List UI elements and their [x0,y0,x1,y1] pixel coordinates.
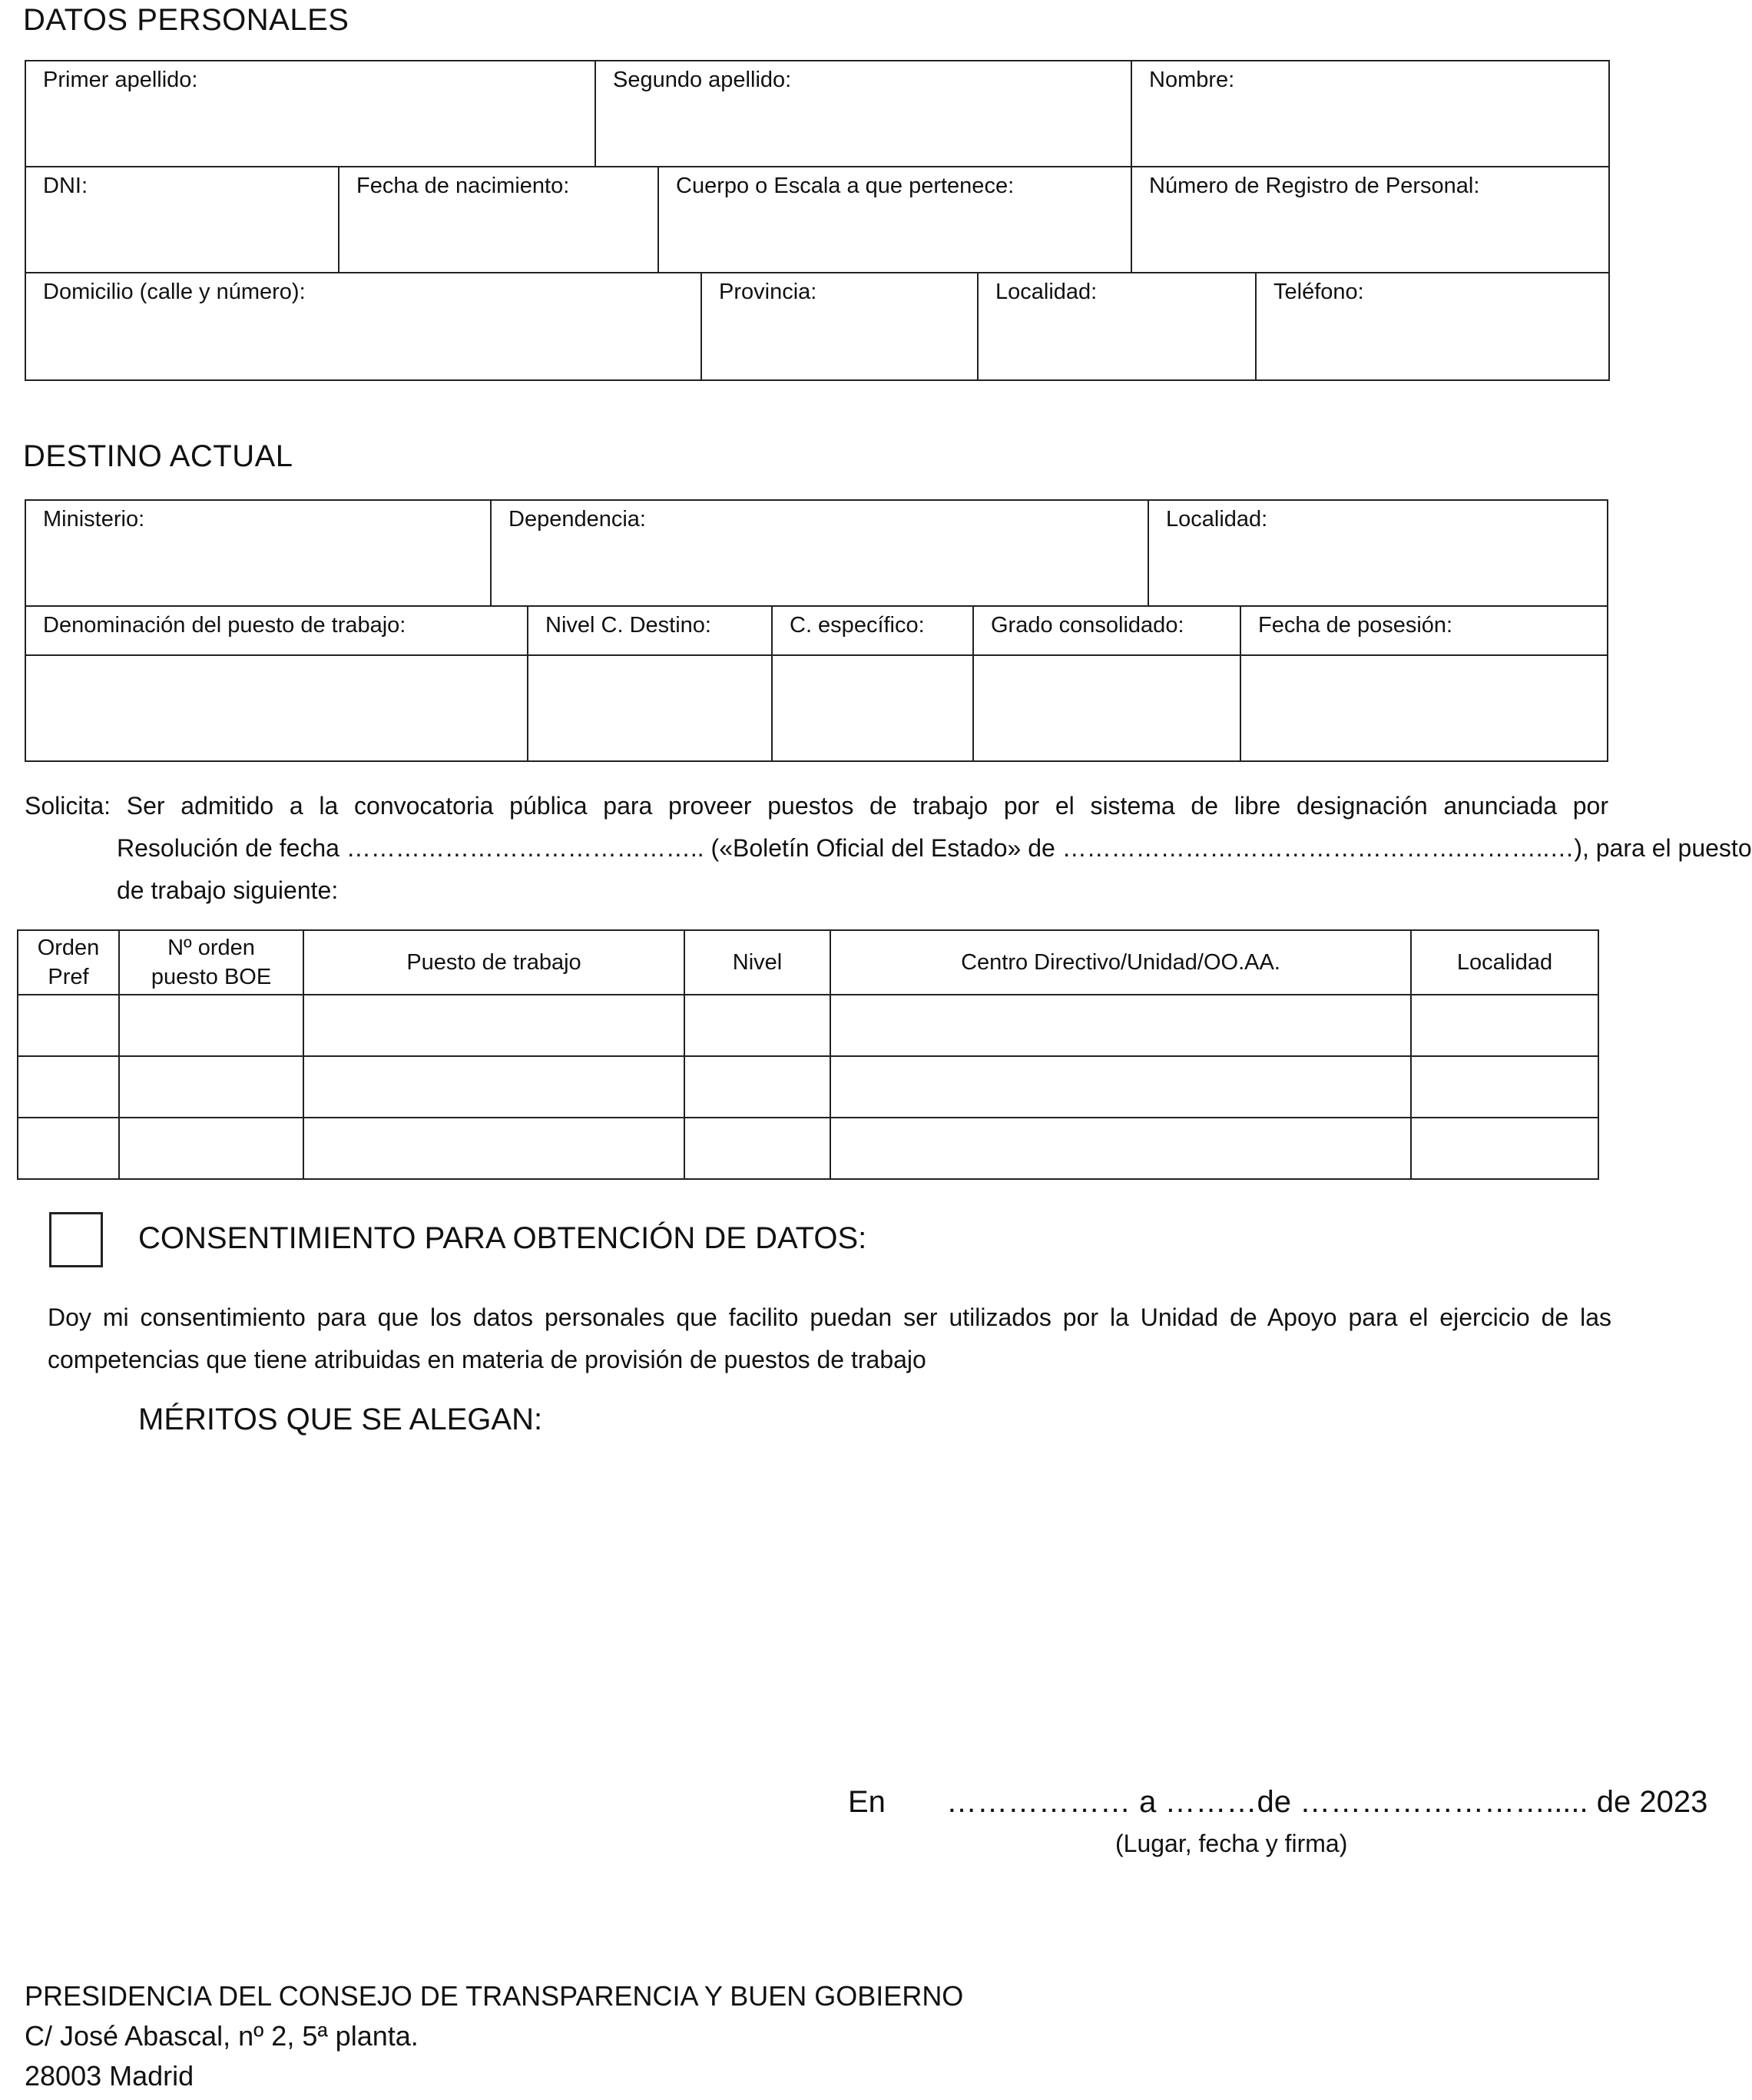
ministerio-label: Ministerio: [43,507,145,532]
footer-line2: C/ José Abascal, nº 2, 5ª planta. [25,2020,419,2052]
grado-consolidado-field[interactable] [973,655,1240,761]
section-title-datos-personales: DATOS PERSONALES [23,3,349,37]
fecha-nacimiento-field[interactable] [339,167,658,273]
consentimiento-title: CONSENTIMIENTO PARA OBTENCIÓN DE DATOS: [138,1221,867,1255]
table-cell[interactable] [1411,1118,1598,1179]
destino-actual-row1 [25,499,1608,607]
solicita-line2: Resolución de fecha …………………………………….. («Boletín Oficial del Estado» de ………………………………………….………..…), para el puesto [117,834,1752,862]
table-row [18,1056,1598,1118]
firma-caption: (Lugar, fecha y firma) [1115,1830,1348,1857]
provincia-field[interactable] [701,273,978,380]
datos-personales-row2 [25,166,1610,273]
table-cell[interactable] [1411,995,1598,1056]
table-cell[interactable] [684,1118,830,1179]
nivel-destino-label: Nivel C. Destino: [545,613,711,638]
c-especifico-label: C. específico: [790,613,925,638]
table-cell[interactable] [303,1118,684,1179]
consent-checkbox[interactable] [49,1212,103,1267]
registro-personal-field[interactable] [1131,167,1609,273]
denominacion-puesto-header [25,606,528,655]
c-especifico-header [772,606,973,655]
solicita-line1 [25,785,1608,827]
table-cell[interactable] [18,995,119,1056]
dependencia-field[interactable] [491,500,1148,606]
destino-localidad-field[interactable] [1148,500,1608,606]
datos-personales-table [25,60,1610,167]
solicita-line3: de trabajo siguiente: [117,876,339,904]
table-cell[interactable] [830,1118,1411,1179]
fecha-posesion-label: Fecha de posesión: [1258,613,1453,638]
nivel-destino-field[interactable] [528,655,772,761]
fecha-posesion-field[interactable] [1240,655,1608,761]
table-cell[interactable] [303,1056,684,1118]
footer-line3: 28003 Madrid [25,2060,194,2092]
header-localidad: Localidad [1411,930,1598,995]
primer-apellido-field[interactable] [25,61,595,167]
table-cell[interactable] [119,1056,303,1118]
header-puesto-trabajo: Puesto de trabajo [303,930,684,995]
header-n-orden-boe: Nº orden puesto BOE [119,930,303,995]
segundo-apellido-label: Segundo apellido: [613,68,792,92]
table-cell[interactable] [684,1056,830,1118]
firma-date-line[interactable]: ……………… a ………de ……………………..... de 2023 [946,1785,1708,1819]
dni-field[interactable] [25,167,339,273]
table-cell[interactable] [830,1056,1411,1118]
domicilio-label: Domicilio (calle y número): [43,280,306,304]
segundo-apellido-field[interactable] [595,61,1131,167]
provincia-label: Provincia: [719,280,817,304]
ministerio-field[interactable] [25,500,491,606]
nombre-label: Nombre: [1149,68,1235,92]
registro-personal-label: Número de Registro de Personal: [1149,174,1480,198]
table-cell[interactable] [684,995,830,1056]
table-cell[interactable] [119,1118,303,1179]
grado-consolidado-label: Grado consolidado: [991,613,1184,638]
c-especifico-field[interactable] [772,655,973,761]
cuerpo-escala-field[interactable] [658,167,1131,273]
section-title-destino-actual: DESTINO ACTUAL [23,439,293,473]
domicilio-field[interactable] [25,273,701,380]
header-nivel: Nivel [684,930,830,995]
destino-actual-row2 [25,605,1608,762]
telefono-label: Teléfono: [1273,280,1364,304]
nombre-field[interactable] [1131,61,1609,167]
grado-consolidado-header [973,606,1240,655]
meritos-title: MÉRITOS QUE SE ALEGAN: [138,1403,543,1436]
firma-en: En [848,1785,886,1819]
consentimiento-line2: competencias que tiene atribuidas en materia de provisión de puestos de trabajo [48,1346,926,1373]
dni-label: DNI: [43,174,88,198]
table-cell[interactable] [830,995,1411,1056]
localidad-label: Localidad: [995,280,1098,304]
destino-localidad-label: Localidad: [1166,507,1268,532]
table-cell[interactable] [18,1056,119,1118]
table-cell[interactable] [119,995,303,1056]
telefono-field[interactable] [1256,273,1609,380]
localidad-field[interactable] [978,273,1256,380]
table-cell[interactable] [1411,1056,1598,1118]
table-cell[interactable] [303,995,684,1056]
dependencia-label: Dependencia: [508,507,646,532]
solicita-text-1: Ser admitido a la convocatoria pública para proveer puestos de trabajo por el sistema de libre designación anunciada por [126,792,1609,820]
header-orden-pref: Orden Pref [18,930,119,995]
puestos-table [17,929,1599,1180]
solicita-label: Solicita: [25,792,111,820]
nivel-destino-header [528,606,772,655]
table-row [18,995,1598,1056]
primer-apellido-label: Primer apellido: [43,68,198,92]
datos-personales-row3 [25,272,1610,381]
footer-line1: PRESIDENCIA DEL CONSEJO DE TRANSPARENCIA Y BUEN GOBIERNO [25,1980,964,2012]
header-centro-directivo: Centro Directivo/Unidad/OO.AA. [830,930,1411,995]
table-cell[interactable] [18,1118,119,1179]
fecha-nacimiento-label: Fecha de nacimiento: [356,174,570,198]
fecha-posesion-header [1240,606,1608,655]
cuerpo-escala-label: Cuerpo o Escala a que pertenece: [676,174,1015,198]
denominacion-puesto-field[interactable] [25,655,528,761]
denominacion-puesto-label: Denominación del puesto de trabajo: [43,613,406,638]
consentimiento-line1: Doy mi consentimiento para que los datos personales que facilito puedan ser utilizados por la Unidad de Apoyo para el ejercicio de las [48,1303,1611,1331]
table-row [18,1118,1598,1179]
